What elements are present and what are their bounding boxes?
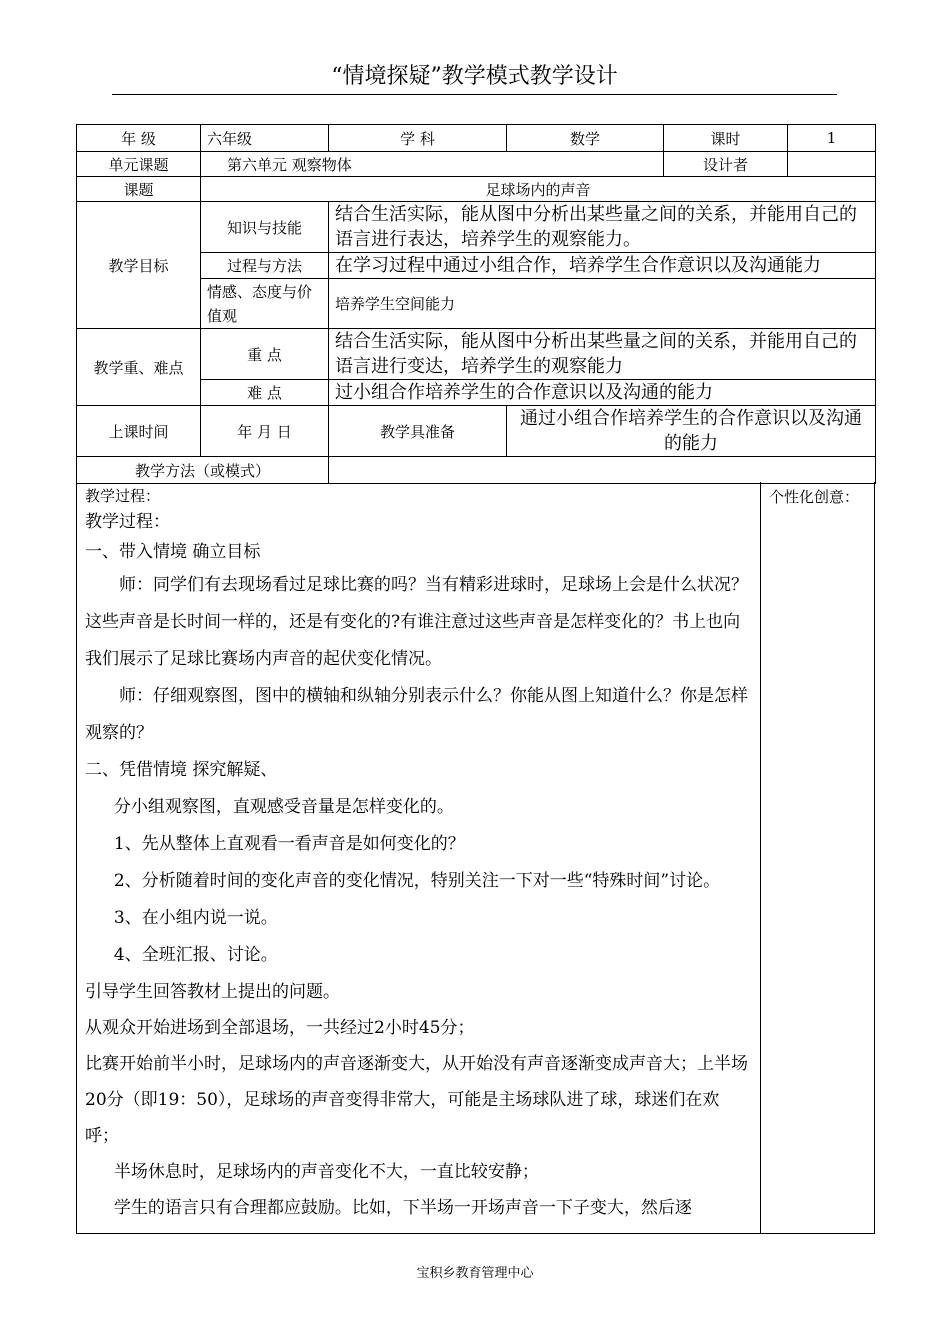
subject-value: 数学: [507, 125, 664, 152]
process-paragraph: 教学过程：: [85, 512, 170, 532]
teaching-process-main: [77, 482, 761, 1233]
topic-label: 课题: [77, 177, 201, 202]
process-header: 教学过程：: [85, 487, 161, 505]
page-footer: 宝积乡教育管理中心: [416, 1266, 534, 1281]
period-value: 1: [788, 125, 876, 152]
goal-process-label: 过程与方法: [201, 253, 329, 279]
designer-label: 设计者: [664, 152, 788, 177]
process-step: 2、分析随着时间的变化声音的变化情况，特别关注一下对一些“特殊时间”讨论。: [113, 871, 721, 891]
tools-label: 教学具准备: [329, 406, 507, 457]
process-paragraph: 分小组观察图，直观感受音量是怎样变化的。: [113, 797, 454, 817]
process-paragraph: 引导学生回答教材上提出的问题。: [85, 982, 340, 1002]
tools-value: 通过小组合作培养学生的合作意识以及沟通的能力: [507, 406, 876, 457]
process-heading-1: 一、带入情境 确立目标: [85, 542, 261, 562]
goal-knowledge-label: 知识与技能: [201, 202, 329, 253]
process-heading-2: 二、凭借情境 探究解疑、: [85, 760, 278, 780]
page-title: “情境探疑”教学模式教学设计: [112, 62, 837, 95]
process-step: 3、在小组内说一说。: [113, 908, 278, 928]
goal-process-value: 在学习过程中通过小组合作，培养学生合作意识以及沟通能力: [329, 253, 876, 279]
unit-value: 第六单元 观察物体: [201, 152, 664, 177]
method-label: 教学方法（或模式）: [77, 457, 329, 484]
key-point-value: 结合生活实际，能从图中分析出某些量之间的关系，并能用自己的语言进行变达，培养学生的观察能力: [329, 329, 876, 380]
lesson-info-table: [76, 124, 876, 484]
method-value: [329, 457, 876, 484]
key-point-label: 重 点: [201, 329, 329, 380]
difficulty-value: 过小组合作培养学生的合作意识以及沟通的能力: [329, 380, 876, 406]
goal-attitude-label: 情感、态度与价值观: [201, 279, 329, 329]
designer-value: [788, 152, 876, 177]
process-paragraph: 半场休息时，足球场内的声音变化不大，一直比较安静；: [113, 1162, 539, 1182]
process-step: 1、先从整体上直观看一看声音是如何变化的？: [113, 834, 465, 854]
class-time-label: 上课时间: [77, 406, 201, 457]
difficulty-label: 难 点: [201, 380, 329, 406]
process-paragraph: 比赛开始前半小时，足球场内的声音逐渐变大，从开始没有声音逐渐变成声音大；上半场20分（即19：50），足球场的声音变得非常大，可能是主场球队进了球，球迷们在欢呼；: [85, 1054, 748, 1146]
goals-label: 教学目标: [77, 202, 201, 329]
personal-creativity-column: 个性化创意：: [769, 488, 860, 506]
grade-label: 年 级: [77, 125, 201, 152]
process-paragraph: 师：同学们有去现场看过足球比赛的吗？当有精彩进球时，足球场上会是什么状况？这些声音是长时间一样的，还是有变化的?有谁注意过这些声音是怎样变化的？书上也向我们展示了足球比赛场内声音的起伏变化情况。: [85, 575, 748, 669]
topic-value: 足球场内的声音: [201, 177, 876, 202]
process-paragraph: 学生的语言只有合理都应鼓励。比如，下半场一开场声音一下子变大，然后逐: [113, 1198, 692, 1218]
goal-attitude-value: 培养学生空间能力: [329, 279, 876, 329]
process-paragraph: 师：仔细观察图，图中的横轴和纵轴分别表示什么？你能从图上知道什么？你是怎样观察的？: [85, 686, 748, 743]
teaching-process-section: [76, 482, 875, 1234]
unit-label: 单元课题: [77, 152, 201, 177]
key-difficulty-label: 教学重、难点: [77, 329, 201, 406]
process-step: 4、全班汇报、讨论。: [113, 945, 278, 965]
subject-label: 学 科: [329, 125, 507, 152]
grade-value: 六年级: [201, 125, 329, 152]
class-time-value: 年 月 日: [201, 406, 329, 457]
process-paragraph: 从观众开始进场到全部退场，一共经过2小时45分；: [85, 1018, 475, 1038]
period-label: 课时: [664, 125, 788, 152]
goal-knowledge-value: 结合生活实际，能从图中分析出某些量之间的关系，并能用自己的语言进行表达，培养学生的观察能力。: [329, 202, 876, 253]
